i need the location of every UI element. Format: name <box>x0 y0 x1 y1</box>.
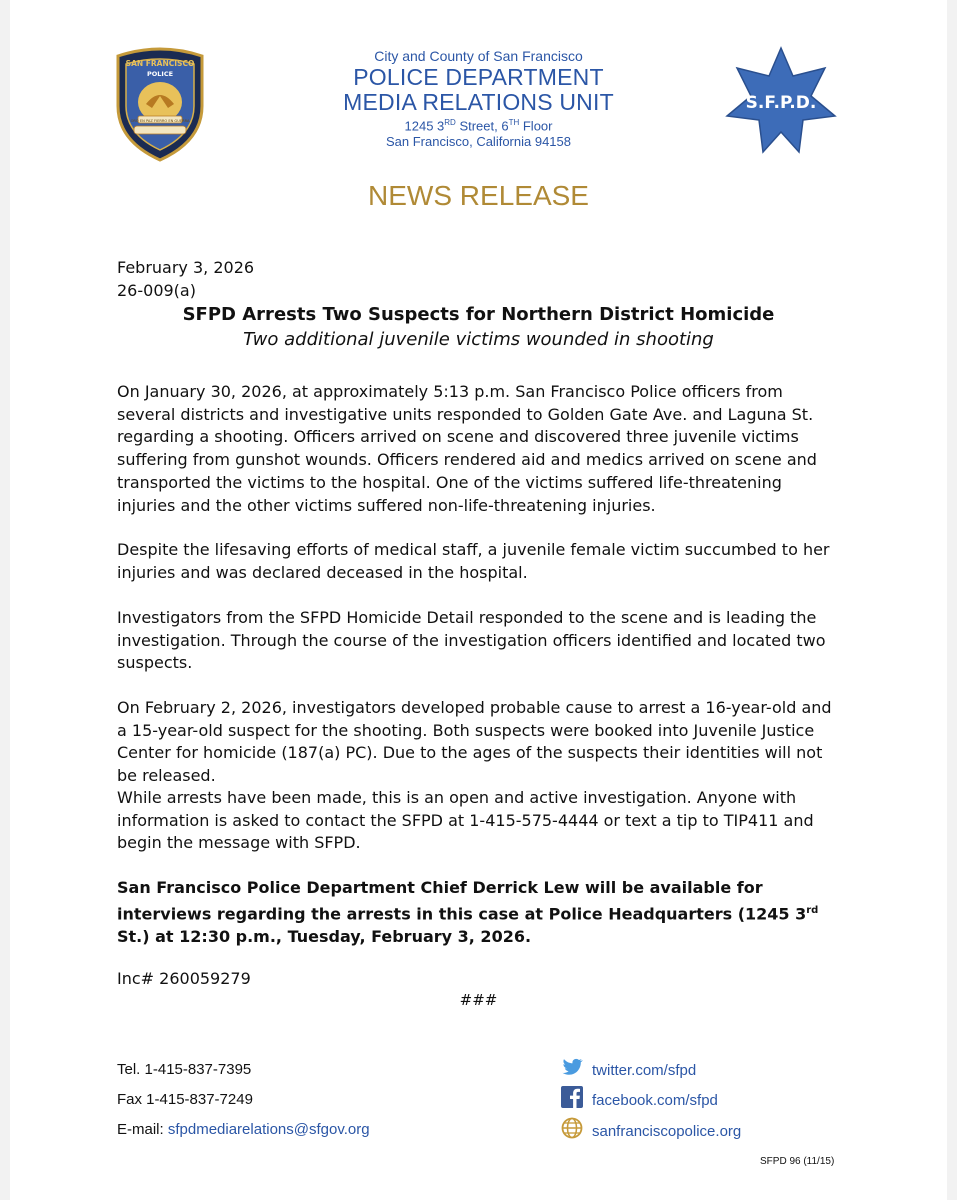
form-code: SFPD 96 (11/15) <box>760 1156 835 1167</box>
headline <box>0 303 957 353</box>
sfpd-star-logo <box>725 46 837 154</box>
shield-motto: ORO EN PAZ FIERRO EN GUERRA <box>130 119 190 123</box>
star-badge-text: S.F.P.D. <box>745 93 817 113</box>
facebook-icon <box>560 1085 584 1109</box>
globe-icon <box>560 1116 584 1140</box>
release-date: February 3, 2026 <box>117 258 255 277</box>
shield-text-mid: POLICE <box>146 70 174 78</box>
paragraph-victim: Despite the lifesaving efforts of medical staff, a juvenile female victim succumbed to her injuries and was declared deceased in the hospital. <box>117 540 830 582</box>
news-release-heading: NEWS RELEASE <box>368 180 589 211</box>
contact-fax: Fax 1-415-837-7249 <box>117 1091 253 1108</box>
twitter-bird-icon <box>560 1055 584 1079</box>
headline-title: SFPD Arrests Two Suspects for Northern District Homicide <box>182 304 775 325</box>
website-link[interactable]: sanfranciscopolice.org <box>592 1122 742 1140</box>
facebook-link[interactable]: facebook.com/sfpd <box>592 1091 718 1109</box>
end-mark: ### <box>459 991 498 1009</box>
paragraph-investigation: Investigators from the SFPD Homicide Detail responded to the scene and is leading the investigation. Through the course of the investigation officers identified and located two suspects. <box>117 608 826 673</box>
twitter-link-row[interactable] <box>560 1055 696 1079</box>
website-link-row[interactable] <box>560 1116 741 1140</box>
paragraph-press-availability: San Francisco Police Department Chief Derrick Lew will be available for interviews regarding the arrests in this case at Police Headquarters (1245 3rd St.) at 12:30 p.m., Tuesday, February 3, 2026. <box>117 878 819 946</box>
city-county-line: City and County of San Francisco <box>374 48 583 64</box>
department-name: POLICE DEPARTMENT <box>353 64 604 90</box>
paragraph-incident: On January 30, 2026, at approximately 5:13 p.m. San Francisco Police officers from several districts and investigative units responded to Golden Gate Ave. and Laguna St. regarding a shooting. Officers arrived on scene and discovered three juvenile victims suffering from gunshot wounds. Officers rendered aid and medics arrived on scene and transported the victims to the hospital. One of the victims suffered life-threatening injuries and the other victims suffered non-life-threatening injuries. <box>117 382 817 515</box>
unit-name: MEDIA RELATIONS UNIT <box>343 89 614 115</box>
shield-text-top: SAN FRANCISCO <box>125 59 195 68</box>
address-line-1: 1245 3RD Street, 6TH Floor <box>404 118 553 134</box>
paragraph-tip-line: While arrests have been made, this is an open and active investigation. Anyone with information is asked to contact the SFPD at 1-415-575-4444 or text a tip to TIP411 and begin the message with SFPD. <box>117 788 814 853</box>
contact-email: E-mail: sfpdmediarelations@sfgov.org <box>117 1121 370 1138</box>
twitter-link[interactable]: twitter.com/sfpd <box>592 1061 697 1079</box>
release-number: 26-009(a) <box>117 280 196 300</box>
email-link[interactable]: sfpdmediarelations@sfgov.org <box>167 1121 370 1138</box>
headline-subtitle: Two additional juvenile victims wounded in shooting <box>243 329 714 350</box>
address-line-2: San Francisco, California 94158 <box>386 134 571 150</box>
contact-telephone: Tel. 1-415-837-7395 <box>117 1061 252 1078</box>
release-meta <box>117 257 837 302</box>
paragraph-arrests: On February 2, 2026, investigators developed probable cause to arrest a 16-year-old and a 15-year-old suspect for the shooting. Both suspects were booked into Juvenile Justice Center for homicide (187(a) PC). Due to the ages of the suspects their identities will not be released. <box>117 698 832 786</box>
facebook-link-row[interactable] <box>560 1085 718 1109</box>
incident-number: Inc# 260059279 <box>117 969 251 988</box>
